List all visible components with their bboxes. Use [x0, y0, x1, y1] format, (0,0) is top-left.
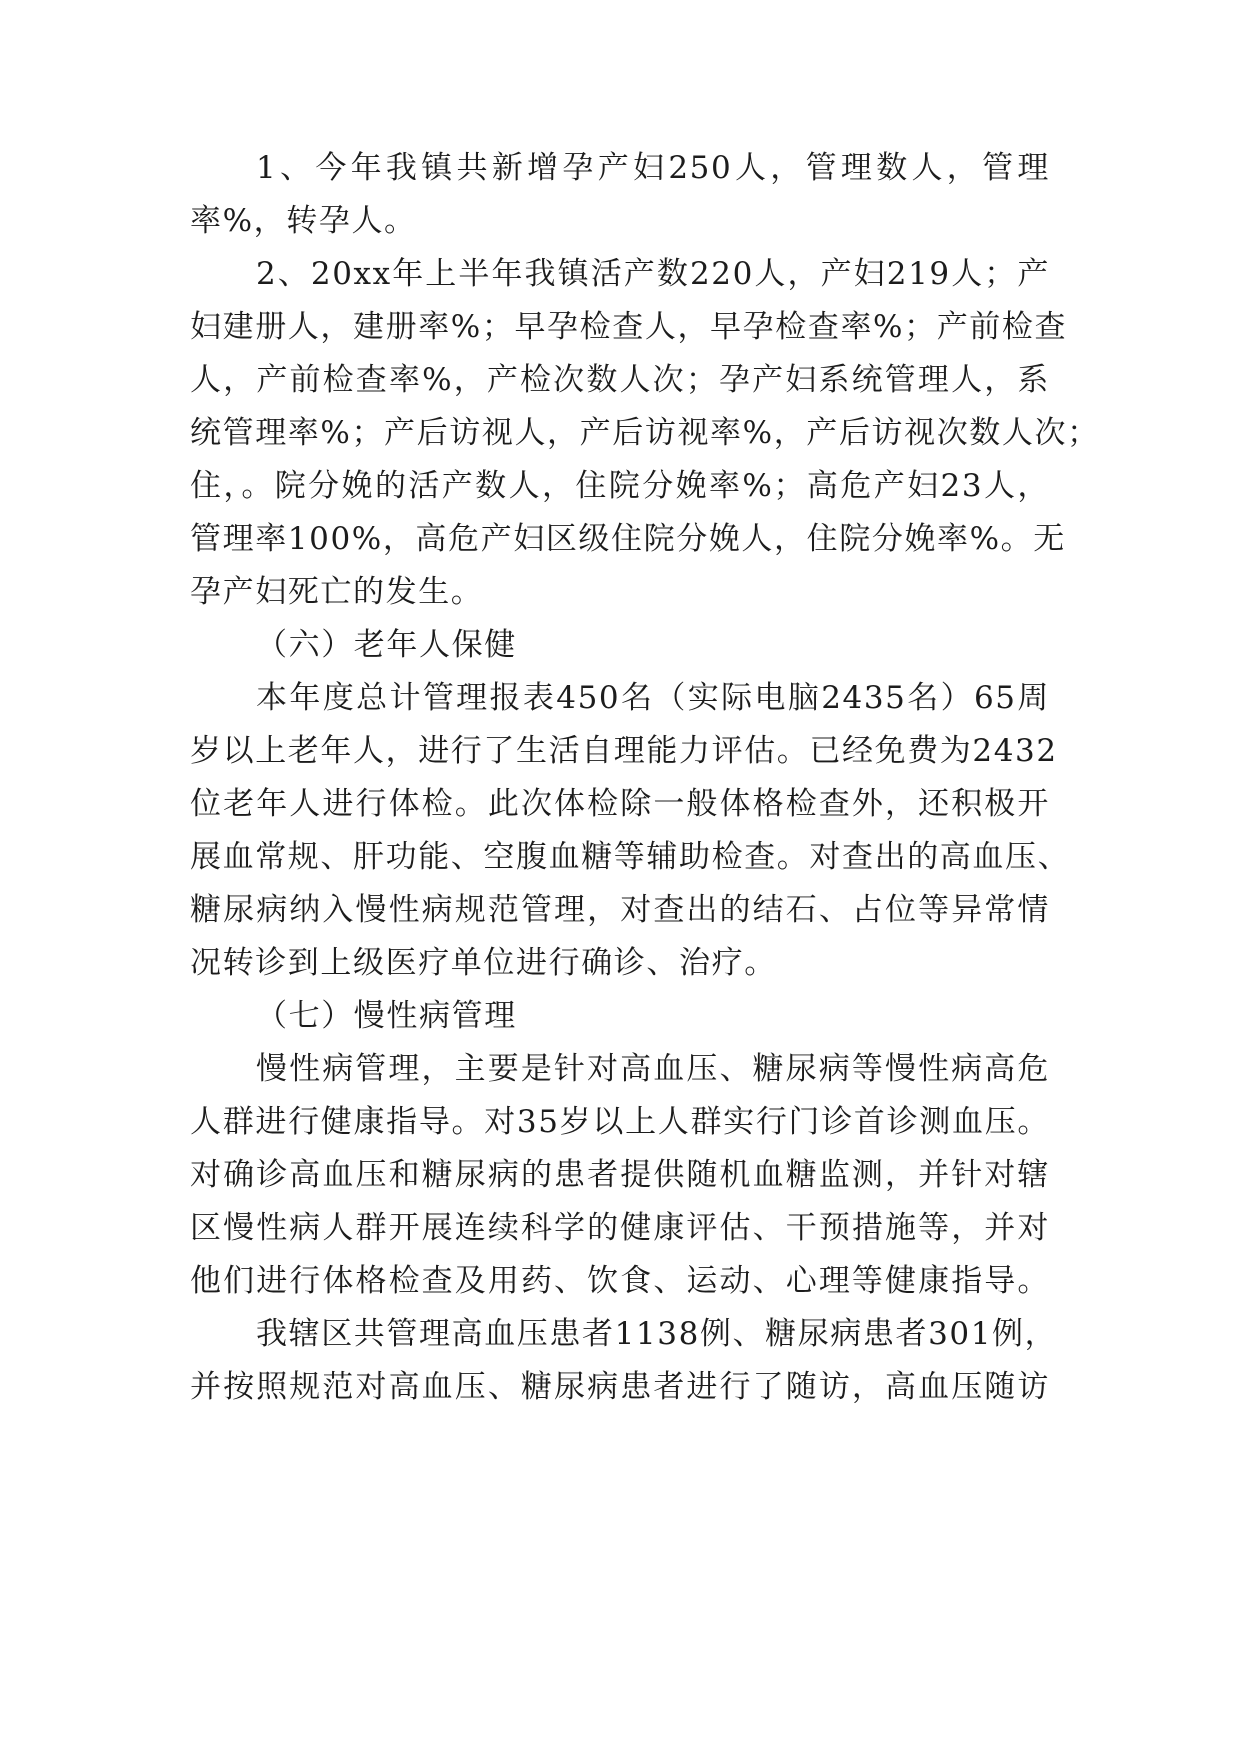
paragraph-2-line-4: 统管理率%；产后访视人，产后访视率%，产后访视次数人次；	[190, 415, 1100, 451]
paragraph-2-line-5: 住，。院分娩的活产数人，住院分娩率%；高危产妇23人，	[190, 468, 1050, 504]
paragraph-3-line-3: 位老年人进行体检。此次体检除一般体格检查外，还积极开	[190, 786, 1050, 822]
paragraph-5-line-1: 我辖区共管理高血压患者1138例、糖尿病患者301例，	[256, 1316, 1058, 1352]
paragraph-4-line-3: 对确诊高血压和糖尿病的患者提供随机血糖监测，并针对辖	[190, 1157, 1050, 1193]
paragraph-1-line-1: 1、今年我镇共新增孕产妇250人，管理数人，管理	[256, 150, 1050, 186]
paragraph-4-line-4: 区慢性病人群开展连续科学的健康评估、干预措施等，并对	[190, 1210, 1050, 1246]
paragraph-2-line-1: 2、20xx年上半年我镇活产数220人，产妇219人；产	[256, 256, 1050, 292]
paragraph-4-line-5: 他们进行体格检查及用药、饮食、运动、心理等健康指导。	[190, 1263, 1050, 1299]
paragraph-2-line-7: 孕产妇死亡的发生。	[190, 574, 484, 610]
paragraph-3-line-4: 展血常规、肝功能、空腹血糖等辅助检查。对查出的高血压、	[190, 839, 1071, 875]
paragraph-5-line-2: 并按照规范对高血压、糖尿病患者进行了随访，高血压随访	[190, 1369, 1050, 1405]
paragraph-2-line-3: 人，产前检查率%，产检次数人次；孕产妇系统管理人，系	[190, 362, 1050, 398]
paragraph-3-line-5: 糖尿病纳入慢性病规范管理，对查出的结石、占位等异常情	[190, 892, 1050, 928]
paragraph-4-line-2: 人群进行健康指导。对35岁以上人群实行门诊首诊测血压。	[190, 1104, 1050, 1140]
paragraph-2-line-6: 管理率100%，高危产妇区级住院分娩人，住院分娩率%。无	[190, 521, 1066, 557]
section-heading-elderly-care: （六）老年人保健	[256, 627, 517, 663]
paragraph-2-line-2: 妇建册人，建册率%；早孕检查人，早孕检查率%；产前检查	[190, 309, 1068, 345]
paragraph-3-line-6: 况转诊到上级医疗单位进行确诊、治疗。	[190, 945, 777, 981]
paragraph-1-line-2: 率%，转孕人。	[190, 203, 417, 239]
paragraph-4-line-1: 慢性病管理，主要是针对高血压、糖尿病等慢性病高危	[256, 1051, 1050, 1087]
paragraph-3-line-1: 本年度总计管理报表450名（实际电脑2435名）65周	[256, 680, 1050, 716]
section-heading-chronic-disease: （七）慢性病管理	[256, 998, 517, 1034]
paragraph-3-line-2: 岁以上老年人，进行了生活自理能力评估。已经免费为2432	[190, 733, 1058, 769]
